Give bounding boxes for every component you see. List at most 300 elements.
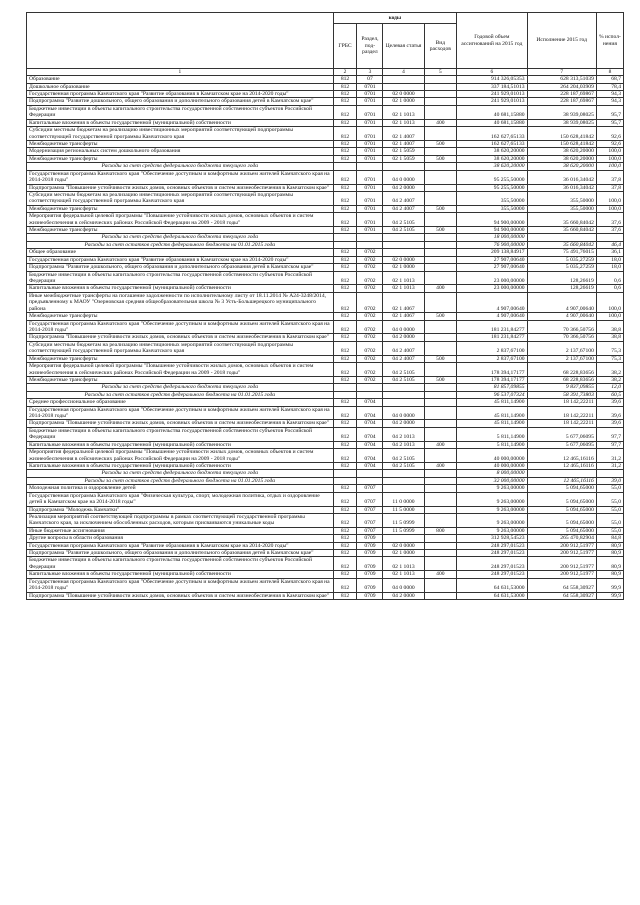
cell-section: 0704 (357, 441, 383, 448)
cell-expense-type (424, 105, 457, 119)
cell-annual-plan: 81 857,09855 (457, 384, 527, 391)
table-row (27, 363, 624, 377)
cell-percent: 99,9 (596, 592, 623, 599)
cell-annual-plan: 4 907,00640 (457, 292, 527, 312)
cell-annual-plan: 5 811,14900 (457, 441, 527, 448)
cell-annual-plan: 162 627,65133 (457, 141, 527, 148)
cell-expense-type (424, 241, 457, 248)
table-row (27, 557, 624, 571)
cell-annual-plan: 27 907,00640 (457, 256, 527, 263)
cell-grbs (333, 384, 357, 391)
table-row (27, 550, 624, 557)
cell-name: Государственная программа Камчатского края "Развитие образования в Камчатском крае на 2014-2020 годы" (27, 256, 334, 263)
cell-grbs: 812 (333, 542, 357, 549)
cell-section (357, 391, 383, 398)
cell-execution: 5 094,65000 (527, 513, 596, 527)
cell-section: 0702 (357, 334, 383, 341)
cell-target-article (383, 241, 424, 248)
table-row (27, 155, 624, 162)
table-row (27, 420, 624, 427)
header-plan: Годовой объем ассигнований на 2015 год (457, 13, 527, 69)
cell-grbs: 812 (333, 513, 357, 527)
cell-name: Иные бюджетные ассигнования (27, 527, 334, 534)
cell-expense-type (424, 363, 457, 377)
cell-grbs: 812 (333, 264, 357, 271)
cell-execution: 355,50000 (527, 205, 596, 212)
cell-section: 0704 (357, 449, 383, 463)
cell-percent: 37,6 (596, 227, 623, 234)
cell-target-article: 04 2 4007 (383, 341, 424, 355)
col-number: 7 (527, 69, 596, 76)
cell-target-article (383, 535, 424, 542)
cell-execution: 38 620,20000 (527, 148, 596, 155)
cell-grbs: 812 (333, 76, 357, 83)
cell-expense-type (424, 592, 457, 599)
cell-execution: 265 470,82904 (527, 535, 596, 542)
table-row (27, 148, 624, 155)
cell-target-article (383, 163, 424, 170)
cell-name: Государственная программа Камчатского края "Обеспечение доступным и комфортным жильем жителей Камчатского края на 2014-2018 годы" (27, 170, 334, 184)
cell-expense-type (424, 535, 457, 542)
cell-percent: 100,0 (596, 313, 623, 320)
cell-execution: 70 366,50756 (527, 334, 596, 341)
cell-grbs (333, 470, 357, 477)
cell-percent: 38,8 (596, 334, 623, 341)
cell-percent: 75,3 (596, 341, 623, 355)
cell-percent: 94,3 (596, 98, 623, 105)
cell-name: Капитальные вложения в объекты государственной (муниципальной) собственности (27, 462, 334, 469)
cell-expense-type (424, 98, 457, 105)
cell-execution (527, 234, 596, 241)
cell-grbs: 812 (333, 285, 357, 292)
cell-annual-plan: 9 263,00000 (457, 506, 527, 513)
cell-target-article: 04 2 0000 (383, 592, 424, 599)
cell-annual-plan: 241 929,01013 (457, 91, 527, 98)
cell-percent: 99,9 (596, 578, 623, 592)
cell-grbs: 812 (333, 441, 357, 448)
cell-expense-type (424, 184, 457, 191)
cell-expense-type (424, 76, 457, 83)
cell-execution: 4 907,00640 (527, 313, 596, 320)
cell-section: 0707 (357, 492, 383, 506)
cell-section: 0701 (357, 170, 383, 184)
cell-target-article: 04 0 0000 (383, 170, 424, 184)
cell-annual-plan: 181 231,84277 (457, 320, 527, 334)
cell-name: Другие вопросы в области образования (27, 535, 334, 542)
cell-percent: 37,8 (596, 184, 623, 191)
cell-grbs: 812 (333, 127, 357, 141)
cell-target-article: 02 0 0000 (383, 91, 424, 98)
cell-expense-type (424, 391, 457, 398)
budget-execution-table (26, 12, 624, 600)
cell-expense-type (424, 420, 457, 427)
cell-grbs (333, 234, 357, 241)
cell-percent: 100,0 (596, 191, 623, 205)
cell-expense-type (424, 170, 457, 184)
cell-percent: 31,2 (596, 449, 623, 463)
cell-percent: 38,2 (596, 363, 623, 377)
cell-expense-type: 400 (424, 285, 457, 292)
cell-section: 0707 (357, 485, 383, 492)
cell-annual-plan: 40 000,00000 (457, 462, 527, 469)
cell-name: Государственная программа Камчатского края "Обеспечение доступным и комфортным жильем жителей Камчатского края на 2014-2018 годы" (27, 406, 334, 420)
cell-execution: 5 677,06095 (527, 441, 596, 448)
cell-grbs: 812 (333, 363, 357, 377)
cell-grbs: 812 (333, 184, 357, 191)
cell-execution: 2 137,67100 (527, 355, 596, 362)
cell-annual-plan: 181 231,84277 (457, 334, 527, 341)
cell-section: 0707 (357, 527, 383, 534)
cell-target-article: 02 1 1013 (383, 571, 424, 578)
header-target: Целевая статья (383, 24, 424, 69)
cell-execution: 5 094,65000 (527, 506, 596, 513)
table-row (27, 227, 624, 234)
table-row (27, 449, 624, 463)
cell-execution: 5 677,06095 (527, 427, 596, 441)
cell-name: Капитальные вложения в объекты государственной (муниципальной) собственности (27, 441, 334, 448)
cell-annual-plan: 96 537,07324 (457, 391, 527, 398)
cell-annual-plan: 27 907,00640 (457, 264, 527, 271)
cell-annual-plan: 178 394,17177 (457, 363, 527, 377)
cell-annual-plan: 914 326,05353 (457, 76, 527, 83)
cell-percent: 38,2 (596, 376, 623, 383)
cell-section: 0701 (357, 127, 383, 141)
cell-grbs: 812 (333, 170, 357, 184)
cell-name: Межбюджетные трансферты (27, 141, 334, 148)
cell-execution: 5 094,65000 (527, 485, 596, 492)
cell-execution: 64 558,30927 (527, 578, 596, 592)
cell-execution: 12 465,16116 (527, 477, 596, 484)
cell-percent: 12,0 (596, 384, 623, 391)
cell-execution: 68 228,83656 (527, 376, 596, 383)
table-body (27, 76, 624, 600)
cell-expense-type: 400 (424, 119, 457, 126)
cell-grbs: 812 (333, 578, 357, 592)
cell-expense-type: 400 (424, 462, 457, 469)
cell-percent: 80,9 (596, 557, 623, 571)
cell-percent: 92,6 (596, 141, 623, 148)
cell-section: 0702 (357, 363, 383, 377)
cell-name: Субсидии местным бюджетам на реализацию инвестиционных мероприятий соответствующей подпрограммы соответствующей государственной программы Камчатского края (27, 191, 334, 205)
cell-name: Подпрограмма "Повышение устойчивости жилых домов, основных объектов и систем жизнеобеспечения в Камчатском крае" (27, 592, 334, 599)
cell-percent: 95,7 (596, 119, 623, 126)
cell-annual-plan: 40 681,15880 (457, 105, 527, 119)
cell-annual-plan: 248 297,01523 (457, 550, 527, 557)
cell-target-article: 04 2 5105 (383, 462, 424, 469)
col-number: 6 (457, 69, 527, 76)
cell-annual-plan: 9 263,00000 (457, 513, 527, 527)
cell-percent: 55,0 (596, 513, 623, 527)
cell-grbs (333, 163, 357, 170)
cell-name: Подпрограмма "Повышение устойчивости жилых домов, основных объектов и систем жизнеобеспечения в Камчатском крае" (27, 334, 334, 341)
cell-section: 0704 (357, 399, 383, 406)
cell-name: Капитальные вложения в объекты государственной (муниципальной) собственности (27, 285, 334, 292)
cell-target-article (383, 470, 424, 477)
cell-expense-type (424, 477, 457, 484)
cell-section: 0701 (357, 141, 383, 148)
table-row (27, 119, 624, 126)
cell-percent: 75,3 (596, 355, 623, 362)
cell-annual-plan: 40 681,15880 (457, 119, 527, 126)
table-row (27, 184, 624, 191)
cell-expense-type (424, 542, 457, 549)
cell-expense-type: 500 (424, 155, 457, 162)
cell-annual-plan: 38 620,20000 (457, 163, 527, 170)
header-pct: % испол-нения (596, 13, 623, 69)
cell-grbs: 812 (333, 320, 357, 334)
table-row (27, 384, 624, 391)
cell-annual-plan: 45 811,14900 (457, 399, 527, 406)
cell-target-article: 02 1 0000 (383, 264, 424, 271)
cell-section (357, 163, 383, 170)
cell-expense-type: 500 (424, 141, 457, 148)
table-header (27, 13, 624, 76)
cell-percent (596, 234, 623, 241)
cell-annual-plan: 209 138,84917 (457, 249, 527, 256)
cell-execution: 4 907,00640 (527, 292, 596, 312)
table-row (27, 292, 624, 312)
cell-target-article: 11 5 0999 (383, 513, 424, 527)
cell-target-article: 04 2 1013 (383, 441, 424, 448)
cell-annual-plan: 5 811,14900 (457, 427, 527, 441)
cell-expense-type (424, 256, 457, 263)
cell-target-article: 02 1 0000 (383, 550, 424, 557)
cell-grbs: 812 (333, 155, 357, 162)
cell-annual-plan: 23 000,00000 (457, 271, 527, 285)
table-row (27, 98, 624, 105)
table-row (27, 271, 624, 285)
header-section: Раздел, под-раздел (357, 24, 383, 69)
cell-section: 0701 (357, 213, 383, 227)
table-row (27, 406, 624, 420)
table-row (27, 441, 624, 448)
table-row (27, 355, 624, 362)
cell-name: Подпрограмма "Повышение устойчивости жилых домов, основных объектов и систем жизнеобеспечения в Камчатском крае" (27, 184, 334, 191)
cell-name: Межбюджетные трансферты (27, 155, 334, 162)
cell-target-article: 04 2 0000 (383, 184, 424, 191)
table-row (27, 341, 624, 355)
cell-annual-plan: 2 837,67100 (457, 355, 527, 362)
cell-execution: 38 939,08025 (527, 119, 596, 126)
cell-execution: 35 660,84042 (527, 213, 596, 227)
cell-grbs: 812 (333, 256, 357, 263)
table-row (27, 470, 624, 477)
cell-grbs: 812 (333, 313, 357, 320)
cell-grbs: 812 (333, 376, 357, 383)
table-row (27, 205, 624, 212)
cell-execution: 355,50000 (527, 191, 596, 205)
cell-execution: 35 660,84042 (527, 227, 596, 234)
cell-annual-plan: 18 000,00000 (457, 234, 527, 241)
cell-expense-type (424, 191, 457, 205)
cell-execution: 18 142,22211 (527, 399, 596, 406)
cell-grbs: 812 (333, 83, 357, 90)
table-row (27, 127, 624, 141)
cell-percent: 55,0 (596, 527, 623, 534)
cell-execution: 38 620,20000 (527, 163, 596, 170)
col-number: 1 (27, 69, 334, 76)
table-row (27, 535, 624, 542)
cell-grbs: 812 (333, 592, 357, 599)
cell-target-article: 04 0 0000 (383, 578, 424, 592)
cell-name: Образование (27, 76, 334, 83)
cell-expense-type (424, 449, 457, 463)
cell-annual-plan: 38 620,20000 (457, 148, 527, 155)
cell-grbs: 812 (333, 292, 357, 312)
cell-annual-plan: 337 184,51013 (457, 83, 527, 90)
cell-annual-plan: 355,50000 (457, 191, 527, 205)
cell-section: 0702 (357, 292, 383, 312)
cell-percent: 97,7 (596, 441, 623, 448)
cell-execution: 150 628,41842 (527, 127, 596, 141)
cell-annual-plan: 178 394,17177 (457, 376, 527, 383)
cell-percent: 95,7 (596, 105, 623, 119)
cell-section: 0709 (357, 542, 383, 549)
cell-annual-plan: 64 631,53000 (457, 578, 527, 592)
cell-percent: 18,0 (596, 256, 623, 263)
cell-execution: 38 939,08025 (527, 105, 596, 119)
cell-annual-plan: 248 297,01523 (457, 542, 527, 549)
cell-execution: 264 204,03909 (527, 83, 596, 90)
cell-percent: 80,9 (596, 550, 623, 557)
cell-annual-plan: 241 929,01013 (457, 98, 527, 105)
cell-annual-plan: 45 811,14900 (457, 420, 527, 427)
table-row (27, 163, 624, 170)
table-row (27, 334, 624, 341)
cell-expense-type: 500 (424, 227, 457, 234)
cell-percent: 92,6 (596, 127, 623, 141)
cell-name: Бюджетные инвестиции в объекты капитального строительства государственной собственности субъектов Российской Федерации (27, 427, 334, 441)
table-row (27, 285, 624, 292)
cell-grbs: 812 (333, 506, 357, 513)
cell-target-article: 04 2 4007 (383, 355, 424, 362)
cell-section: 0702 (357, 249, 383, 256)
table-row (27, 527, 624, 534)
table-row (27, 320, 624, 334)
cell-expense-type (424, 264, 457, 271)
cell-name: Расходы за счет средств федерального бюджета текущего года (27, 470, 334, 477)
cell-target-article (383, 384, 424, 391)
cell-expense-type (424, 127, 457, 141)
cell-name: Государственная программа Камчатского края "Развитие образования в Камчатском крае на 2014-2020 годы" (27, 542, 334, 549)
cell-target-article: 02 1 4007 (383, 141, 424, 148)
cell-target-article (383, 76, 424, 83)
cell-section: 0701 (357, 155, 383, 162)
cell-expense-type (424, 292, 457, 312)
cell-annual-plan: 355,50000 (457, 205, 527, 212)
cell-section (357, 470, 383, 477)
table-row (27, 571, 624, 578)
cell-execution: 36 016,34042 (527, 170, 596, 184)
cell-grbs: 812 (333, 427, 357, 441)
cell-expense-type (424, 320, 457, 334)
cell-name: Бюджетные инвестиции в объекты капитального строительства государственной собственности субъектов Российской Федерации (27, 557, 334, 571)
cell-grbs: 812 (333, 449, 357, 463)
cell-section: 0704 (357, 427, 383, 441)
cell-target-article: 02 1 1013 (383, 105, 424, 119)
cell-annual-plan: 248 297,01523 (457, 557, 527, 571)
cell-section (357, 384, 383, 391)
cell-annual-plan: 76 900,00000 (457, 241, 527, 248)
cell-section: 0702 (357, 355, 383, 362)
cell-name: Расходы за счет средств федерального бюджета текущего года (27, 384, 334, 391)
cell-section: 0701 (357, 148, 383, 155)
cell-expense-type: 500 (424, 355, 457, 362)
cell-percent: 37,6 (596, 213, 623, 227)
cell-name: Субсидии местным бюджетам на реализацию инвестиционных мероприятий соответствующей подпрограммы соответствующей государственной программы Камчатского края (27, 127, 334, 141)
cell-target-article: 02 1 5059 (383, 148, 424, 155)
cell-section: 0709 (357, 535, 383, 542)
cell-execution: 18 142,22211 (527, 420, 596, 427)
cell-execution: 628 313,51039 (527, 76, 596, 83)
cell-section: 0702 (357, 320, 383, 334)
cell-name: Модернизация региональных систем дошкольного образования (27, 148, 334, 155)
cell-expense-type (424, 399, 457, 406)
cell-percent: 55,0 (596, 492, 623, 506)
cell-name: Общее образование (27, 249, 334, 256)
header-name (27, 13, 334, 69)
cell-grbs: 812 (333, 227, 357, 234)
cell-grbs: 812 (333, 98, 357, 105)
cell-percent: 39,6 (596, 399, 623, 406)
table-row (27, 141, 624, 148)
cell-percent: 39,6 (596, 420, 623, 427)
cell-expense-type (424, 557, 457, 571)
cell-section: 0701 (357, 184, 383, 191)
cell-expense-type (424, 234, 457, 241)
cell-grbs: 812 (333, 141, 357, 148)
cell-percent: 55,0 (596, 485, 623, 492)
table-row (27, 234, 624, 241)
cell-name: Капитальные вложения в объекты государственной (муниципальной) собственности (27, 571, 334, 578)
cell-execution: 12 465,16116 (527, 449, 596, 463)
cell-percent: 18,0 (596, 264, 623, 271)
cell-expense-type (424, 485, 457, 492)
cell-name: Межбюджетные трансферты (27, 376, 334, 383)
cell-section (357, 234, 383, 241)
col-number: 4 (383, 69, 424, 76)
cell-percent: 78,4 (596, 83, 623, 90)
cell-grbs: 812 (333, 249, 357, 256)
table-row (27, 213, 624, 227)
cell-grbs: 812 (333, 334, 357, 341)
cell-percent: 80,9 (596, 542, 623, 549)
cell-execution: 58 391,73803 (527, 391, 596, 398)
cell-expense-type: 800 (424, 527, 457, 534)
cell-grbs: 812 (333, 205, 357, 212)
table-row (27, 170, 624, 184)
cell-grbs (333, 241, 357, 248)
table-row (27, 506, 624, 513)
cell-grbs: 812 (333, 557, 357, 571)
cell-target-article: 04 0 0000 (383, 406, 424, 420)
cell-percent: 94,3 (596, 91, 623, 98)
cell-name: Подпрограмма "Повышение устойчивости жилых домов, основных объектов и систем жизнеобеспечения в Камчатском крае" (27, 420, 334, 427)
cell-grbs: 812 (333, 420, 357, 427)
cell-execution: 228 187,69867 (527, 91, 596, 98)
table-row (27, 256, 624, 263)
cell-section: 0702 (357, 313, 383, 320)
cell-execution: 38 620,20000 (527, 155, 596, 162)
cell-target-article: 11 0 0000 (383, 492, 424, 506)
cell-grbs: 812 (333, 527, 357, 534)
cell-target-article: 11 5 0999 (383, 527, 424, 534)
cell-expense-type: 500 (424, 313, 457, 320)
cell-name: Подпрограмма "Развитие дошкольного, общего образования и дополнительного образования детей в Камчатском крае" (27, 264, 334, 271)
cell-execution: 18 142,22211 (527, 406, 596, 420)
cell-percent: 100,0 (596, 148, 623, 155)
cell-percent: 39,6 (596, 406, 623, 420)
